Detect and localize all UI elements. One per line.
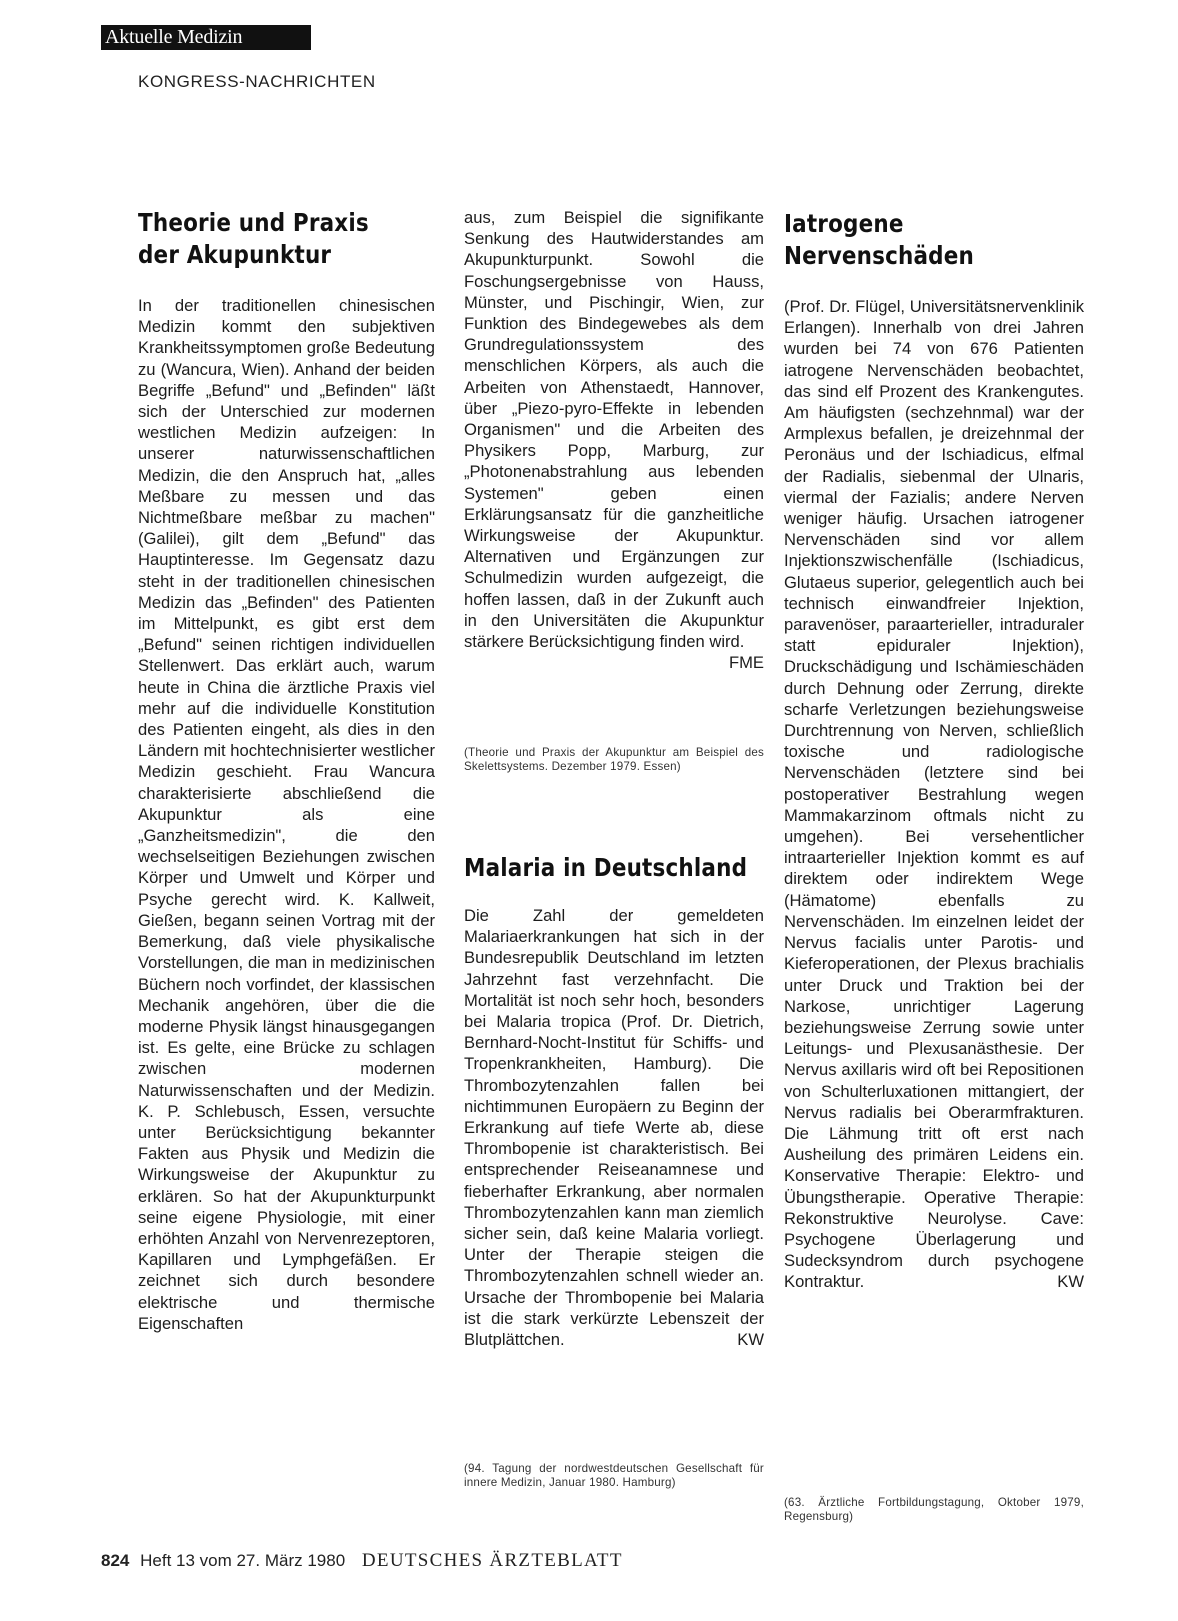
body-paragraph <box>464 905 764 1350</box>
article-body-akupunktur-col1 <box>138 295 435 1334</box>
subsection-heading: KONGRESS-NACHRICHTEN <box>138 72 376 91</box>
article-source-akupunktur: (Theorie und Praxis der Akupunktur am Beispiel des Skelettsystems. Dezember 1979. Essen) <box>464 746 764 773</box>
article-title-nerven: Iatrogene Nervenschäden <box>784 209 974 270</box>
author-signature: KW <box>737 1330 764 1350</box>
article-title-malaria: Malaria in Deutschland <box>464 853 748 882</box>
author-signature: FME <box>728 653 764 673</box>
issue-info: Heft 13 vom 27. März 1980 <box>140 1551 346 1570</box>
body-text: (Prof. Dr. Flügel, Universitätsnervenklinik Erlangen). Innerhalb von drei Jahren wurden bei 74 von 676 Patienten iatrogene Nervenschäden beobachtet, das sind elf Prozent des Krankengutes. Am häufigsten (sechzehnmal) war der Armplexus befallen, je dreizehnmal der Peronäus und der Ischiadicus, elfmal der Radialis, siebenmal der Ulnaris, viermal der Fazialis; andere Nerven weniger häufig. Ursachen iatrogener Nervenschäden sind vor allem Injektionszwischenfälle (Ischiadicus, Glutaeus superior, gelegentlich auch bei technisch einwandfreier Injektion, paravenöser, paraarterieller, intraduraler statt epiduraler Injektion), Druckschädigung und Ischämieschäden durch Dehnung oder Zerrung, direkte scharfe Verletzungen beziehungsweise Durchtrennung von Nerven, schließlich toxische und radiologische Nervenschäden (letztere sind bei postoperativer Bestrahlung wegen Mammakarzinom oftmals nicht zu umgehen). Bei versehentlicher intraarterieller Injektion kommt es auf direktem oder indirektem Wege (Hämatome) ebenfalls zu Nervenschäden. Im einzelnen leidet der Nervus facialis unter Parotis- und Kieferoperationen, der Plexus brachialis unter Druck und Traktion bei der Narkose, unrichtiger Lagerung beziehungsweise Zerrung sowie unter Leitungs- und Plexusanästhesie. Der Nervus axillaris wird oft bei Repositionen von Schulterluxationen mittangiert, der Nervus radialis bei Oberarmfrakturen. Die Lähmung tritt oft erst nach Ausheilung des primären Leidens ein. Konservative Therapie: Elektro- und Übungstherapie. Operative Therapie: Rekonstruktive Neurolyse. Cave: Psychogene Überlagerung und Sudecksyndrom durch psychogene Kontraktur. <box>784 297 1084 1292</box>
author-signature: KW <box>1057 1272 1084 1292</box>
body-text: Die Zahl der gemeldeten Malariaerkrankungen hat sich in der Bundesrepublik Deutschland im letzten Jahrzehnt fast verzehnfacht. Die Mortalität ist noch sehr hoch, besonders bei Malaria tropica (Prof. Dr. Dietrich, Bernhard-Nocht-Institut für Schiffs- und Tropenkrankheiten, Hamburg). Die Thrombozytenzahlen fallen bei nichtimmunen Europäern zu Beginn der Erkrankung auf tiefe Werte ab, diese Thrombopenie ist charakteristisch. Bei entsprechender Reiseanamnese und fieberhafter Erkrankung, aber normalen Thrombozytenzahlen kann man ziemlich sicher sein, daß keine Malaria vorliegt. Unter der Therapie steigen die Thrombozytenzahlen schnell wieder an. Ursache der Thrombopenie bei Malaria ist die stark verkürzte Lebenszeit der Blutplättchen. <box>464 906 764 1350</box>
article-title-akupunktur: Theorie und Praxis der Akupunktur <box>138 208 369 269</box>
body-paragraph <box>464 207 764 673</box>
body-paragraph <box>784 296 1084 1293</box>
journal-name: DEUTSCHES ÄRZTEBLATT <box>361 1550 623 1571</box>
body-text: aus, zum Beispiel die signifikante Senkung des Hautwiderstandes am Akupunkturpunkt. Sowohl die Foschungsergebnisse von Hauss, Münster, und Pischingir, Wien, zur Funktion des Bindegewebes als dem Grundregulationssystem des menschlichen Körpers, als auch die Arbeiten von Athenstaedt, Hannover, über „Piezo-pyro-Effekte in lebenden Organismen" und die Arbeiten des Physikers Popp, Marburg, zur „Photonenabstrahlung aus lebenden Systemen" geben einen Erklärungsansatz für die ganzheitliche Wirkungsweise der Akupunktur. Alternativen und Ergänzungen zur Schulmedizin wurden aufgezeigt, die hoffen lassen, daß in der Zukunft auch in den Universitäten die Akupunktur stärkere Berücksichtigung finden wird. <box>464 208 764 652</box>
section-tag: Aktuelle Medizin <box>101 25 311 50</box>
page-footer <box>101 1550 623 1572</box>
page-number: 824 <box>101 1551 130 1570</box>
article-source-nerven: (63. Ärztliche Fortbildungstagung, Oktober 1979, Regensburg) <box>784 1496 1084 1523</box>
article-body-malaria <box>464 905 764 1350</box>
body-paragraph: In der traditionellen chinesischen Medizin kommt den subjektiven Krankheitssymptomen große Bedeutung zu (Wancura, Wien). Anhand der beiden Begriffe „Befund" und „Befinden" läßt sich der Unterschied zur modernen westlichen Medizin aufzeigen: In unserer naturwissenschaftlichen Medizin, die den Anspruch hat, „alles Meßbare zu messen und das Nichtmeßbare meßbar zu machen" (Galilei), gilt dem „Befund" das Hauptinteresse. Im Gegensatz dazu steht in der traditionellen chinesischen Medizin das „Befinden" des Patienten im Mittelpunkt, es gibt erst dem „Befund" seinen richtigen individuellen Stellenwert. Das erklärt auch, warum heute in China die ärztliche Praxis viel mehr auf die individuelle Konstitution des Patienten eingeht, als dies in den Ländern mit hochtechnisierter westlicher Medizin geschieht. Frau Wancura charakterisierte abschließend die Akupunktur als eine „Ganzheitsmedizin", die den wechselseitigen Beziehungen zwischen Körper und Umwelt und Körper und Psyche gerecht wird. K. Kallweit, Gießen, begann seinen Vortrag mit der Bemerkung, daß viele physikalische Vorstellungen, die man in medizinischen Büchern noch vorfindet, der klassischen Mechanik angehören, über die die moderne Physik längst hinausgegangen ist. Es gelte, eine Brücke zu schlagen zwischen modernen Naturwissenschaften und der Medizin. K. P. Schlebusch, Essen, versuchte unter Berücksichtigung bekannter Fakten aus Physik und Medizin die Wirkungsweise der Akupunktur zu erklären. So hat der Akupunkturpunkt seine eigene Physiologie, mit einer erhöhten Anzahl von Nervenrezeptoren, Kapillaren und Lymphgefäßen. Er zeichnet sich durch besondere elektrische und thermische Eigenschaften <box>138 296 436 1333</box>
article-source-malaria: (94. Tagung der nordwestdeutschen Gesellschaft für innere Medizin, Januar 1980. Hamburg) <box>464 1462 764 1489</box>
article-body-nerven <box>784 296 1084 1293</box>
article-body-akupunktur-col2 <box>464 207 764 673</box>
